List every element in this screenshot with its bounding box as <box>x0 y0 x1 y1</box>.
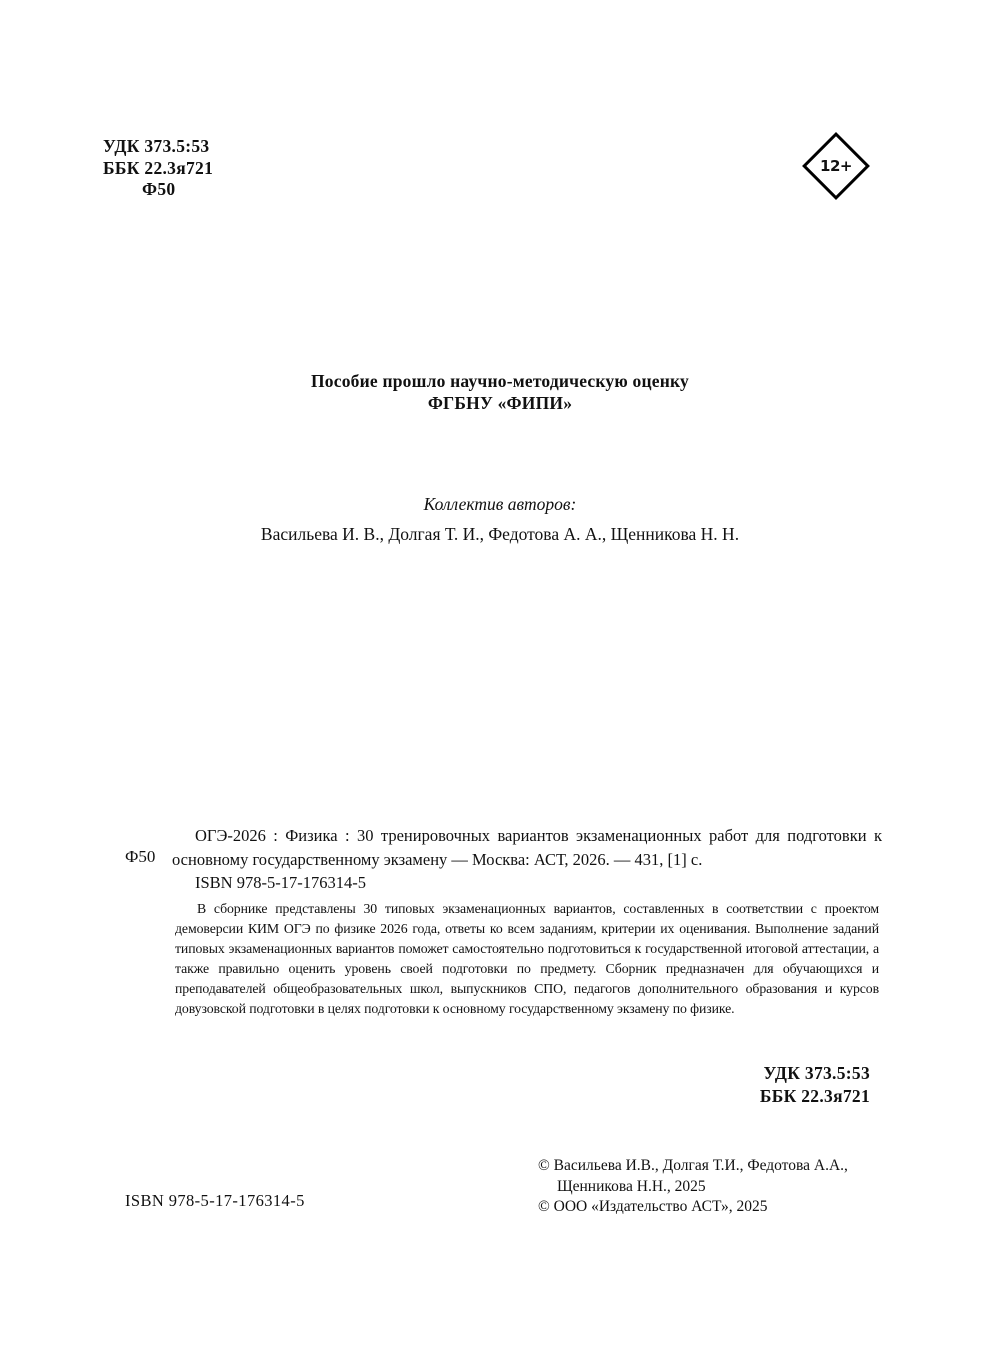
annotation-paragraph: В сборнике представлены 30 типовых экзаменационных вариантов, составленных в соответствии с проектом демоверсии КИМ ОГЭ по физике 2026 года, ответы ко всем заданиям, критерии их оценивания. Выполнение заданий типовых экзаменационных вариантов поможет самостоятельно подготовиться к государственной итоговой аттестации, а также правильно оценить уровень своей подготовки по предмету. Сборник предназначен для обучающихся и преподавателей общеобразовательных школ, выпускников СПО, педагогов дополнительного образования и курсов довузовской подготовки в целях подготовки к основному государственному экзамену по физике. <box>175 901 879 1016</box>
copyright-publisher: © ООО «Издательство АСТ», 2025 <box>538 1198 768 1215</box>
udk-code-footer: УДК 373.5:53 <box>763 1063 870 1083</box>
review-note-line2: ФГБНУ «ФИПИ» <box>427 393 573 413</box>
review-note <box>0 370 1000 414</box>
biblio-entry-text: ОГЭ-2026 : Физика : 30 тренировочных вариантов экзаменационных работ для подготовки к основному государственному экзамену — Москва: АСТ, 2026. — 431, [1] с. <box>172 826 882 869</box>
classification-footer <box>600 1062 870 1108</box>
copyright-block <box>538 1156 848 1218</box>
biblio-isbn: ISBN 978-5-17-176314-5 <box>195 873 366 892</box>
biblio-author-sign: Ф50 <box>125 847 156 866</box>
review-note-line1: Пособие прошло научно-методическую оценку <box>310 371 689 391</box>
classification-top <box>103 136 213 201</box>
copyright-authors-line1: © Васильева И.В., Долгая Т.И., Федотова А.А., <box>538 1157 848 1174</box>
udk-code: УДК 373.5:53 <box>103 136 210 156</box>
author-sign: Ф50 <box>142 179 176 199</box>
isbn-footer: ISBN 978-5-17-176314-5 <box>125 1191 305 1210</box>
bbk-code-footer: ББК 22.3я721 <box>759 1086 870 1106</box>
authors-names: Васильева И. В., Долгая Т. И., Федотова А. А., Щенникова Н. Н. <box>260 524 740 544</box>
authors-heading: Коллектив авторов: <box>423 494 577 514</box>
bibliographic-entry <box>172 824 882 895</box>
age-rating-badge <box>802 132 870 200</box>
age-rating-label: 12+ <box>820 156 852 175</box>
bbk-code: ББК 22.3я721 <box>103 157 214 178</box>
copyright-authors-line2: Щенникова Н.Н., 2025 <box>557 1177 706 1195</box>
authors-block <box>0 493 1000 545</box>
